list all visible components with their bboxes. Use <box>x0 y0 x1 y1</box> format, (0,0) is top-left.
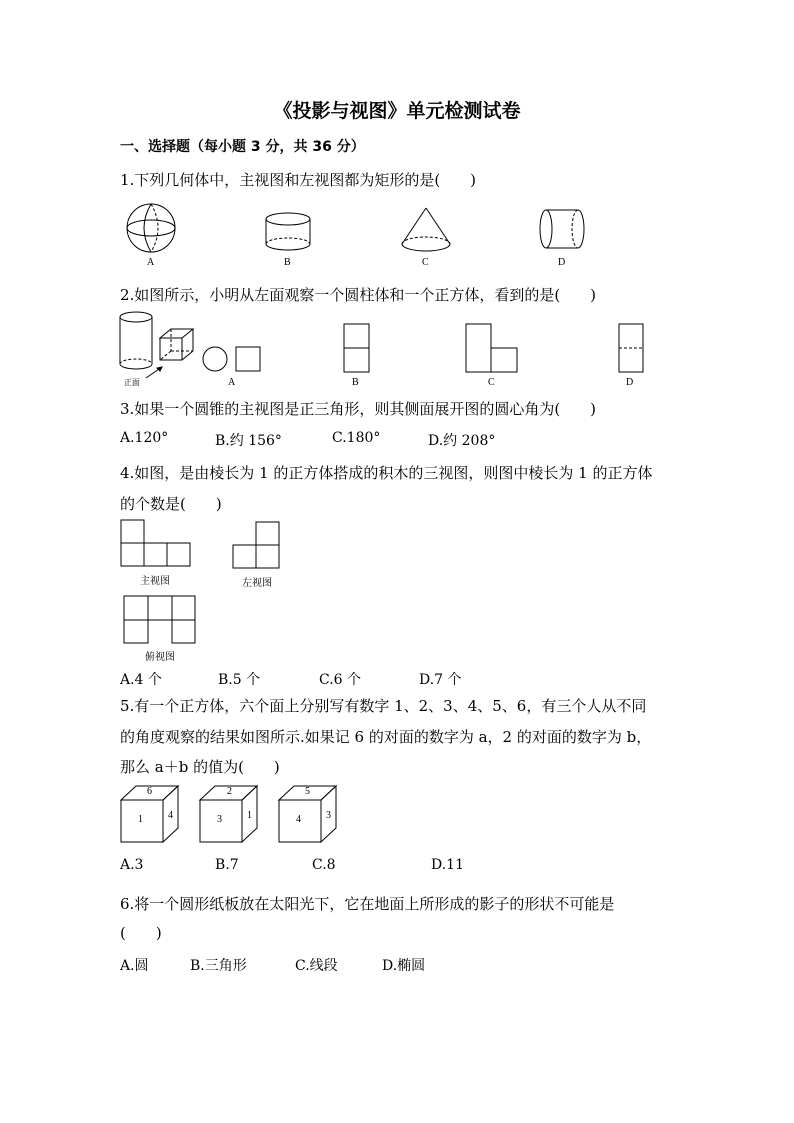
figure-label-b: B <box>352 377 359 388</box>
cube-1-side: 4 <box>168 810 173 821</box>
figure-label-c: C <box>422 257 429 268</box>
question-4-stem-line-1: 4.如图，是由棱长为 1 的正方体搭成的积木的三视图，则图中棱长为 1 的正方体 <box>120 464 653 482</box>
figure-label-d: D <box>626 377 634 388</box>
option-a: A.120° <box>120 430 169 446</box>
front-label: 正面 <box>124 378 140 387</box>
cube-3-side: 3 <box>326 810 331 821</box>
option-d: D.椭圆 <box>382 958 426 974</box>
question-6-stem-line-1: 6.将一个圆形纸板放在太阳光下，它在地面上所形成的影子的形状不可能是 <box>120 895 615 913</box>
cube-2-top: 2 <box>227 786 232 797</box>
question-5-stem-line-1: 5.有一个正方体，六个面上分别写有数字 1、2、3、4、5、6，有三个人从不同 <box>120 697 647 715</box>
option-c: C.6 个 <box>319 672 362 688</box>
front-view-caption: 主视图 <box>140 576 170 587</box>
option-c: C.180° <box>332 430 381 446</box>
option-b: B.三角形 <box>190 958 247 974</box>
option-a: A.3 <box>120 857 144 873</box>
option-a: A.圆 <box>120 958 149 974</box>
question-5-stem-line-3: 那么 a＋b 的值为( ) <box>120 758 280 776</box>
option-c: C.线段 <box>295 958 338 974</box>
option-d: D.7 个 <box>419 672 462 688</box>
question-5-stem-line-2: 的角度观察的结果如图所示.如果记 6 的对面的数字为 a，2 的对面的数字为 b， <box>120 728 652 746</box>
figure-label-b: B <box>284 257 291 268</box>
cube-3-top: 5 <box>305 786 310 797</box>
figure-label-c: C <box>488 377 495 388</box>
option-d: D.约 208° <box>428 433 496 449</box>
top-view-caption: 俯视图 <box>145 652 175 663</box>
question-1-stem: 1.下列几何体中，主视图和左视图都为矩形的是( ) <box>120 171 477 189</box>
question-6-stem-line-2: ( ) <box>120 924 162 942</box>
cube-3-front: 4 <box>296 814 301 825</box>
page-title: 《投影与视图》单元检测试卷 <box>273 100 521 122</box>
cube-1-front: 1 <box>138 814 143 825</box>
cube-2-side: 1 <box>247 810 252 821</box>
option-b: B.7 <box>215 857 239 873</box>
question-4-stem-line-2: 的个数是( ) <box>120 495 222 513</box>
figure-label-d: D <box>558 257 566 268</box>
option-c: C.8 <box>312 857 336 873</box>
option-b: B.5 个 <box>218 672 261 688</box>
question-2-stem: 2.如图所示，小明从左面观察一个圆柱体和一个正方体，看到的是( ) <box>120 286 597 304</box>
cube-2-front: 3 <box>217 814 222 825</box>
option-b: B.约 156° <box>215 433 282 449</box>
cube-1-top: 6 <box>147 786 152 797</box>
section-heading: 一、选择题（每小题 3 分，共 36 分） <box>120 139 365 155</box>
left-view-caption: 左视图 <box>242 578 272 589</box>
option-d: D.11 <box>431 857 464 873</box>
question-3-stem: 3.如果一个圆锥的主视图是正三角形，则其侧面展开图的圆心角为( ) <box>120 400 597 418</box>
figure-label-a: A <box>147 257 155 268</box>
figure-label-a: A <box>228 377 236 388</box>
option-a: A.4 个 <box>120 672 162 688</box>
